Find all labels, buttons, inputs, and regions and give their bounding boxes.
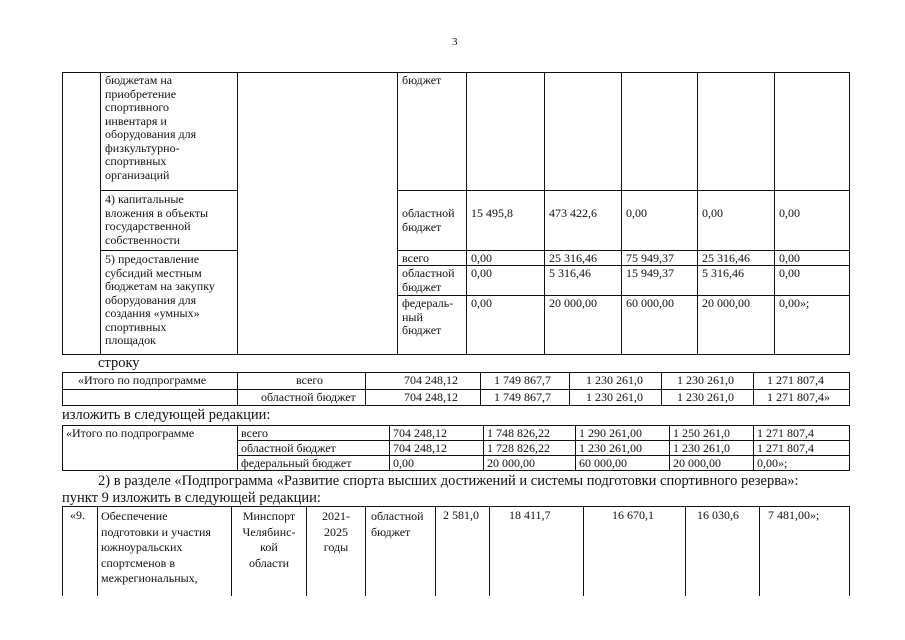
item-value: 18 411,7 bbox=[509, 508, 551, 522]
row-a-name: бюджетам на приобретение спортивного инвентаря и оборудования для физкультурно- спортивных организаций bbox=[105, 73, 197, 182]
new-total-value: 60 000,00 bbox=[579, 456, 627, 470]
row-c-value: 0,00 bbox=[779, 251, 800, 265]
row-c-value: 5 316,46 bbox=[702, 266, 744, 280]
item-value: 16 670,1 bbox=[612, 508, 654, 522]
row-c-source: всего bbox=[402, 251, 430, 265]
old-total-value: 1 230 261,0 bbox=[677, 390, 734, 404]
row-c-value: 0,00 bbox=[471, 266, 492, 280]
row-b-source: областной бюджет bbox=[402, 206, 455, 234]
new-total-title: «Итого по подпрограмме bbox=[66, 426, 195, 440]
row-c-name: 5) предоставление субсидий местным бюджетам на закупку оборудования для создания «умных» спортивных площадок bbox=[105, 252, 215, 347]
row-c-source: областной бюджет bbox=[402, 266, 455, 294]
row-c-value: 0,00 bbox=[471, 251, 492, 265]
old-total-value: 704 248,12 bbox=[404, 373, 458, 387]
row-c-value: 20 000,00 bbox=[549, 296, 597, 310]
row-c-value: 20 000,00 bbox=[702, 296, 750, 310]
item-value: 16 030,6 bbox=[697, 508, 739, 522]
row-b-value: 15 495,8 bbox=[471, 206, 513, 220]
row-b-value: 473 422,6 bbox=[549, 206, 597, 220]
new-total-value: 1 271 807,4 bbox=[757, 426, 814, 440]
new-total-value: 20 000,00 bbox=[673, 456, 721, 470]
item-years: 2021- 2025 годы bbox=[322, 509, 350, 554]
row-c-value: 5 316,46 bbox=[549, 266, 591, 280]
item-value: 2 581,0 bbox=[443, 508, 479, 522]
item-number: «9. bbox=[70, 508, 85, 522]
row-a-source: бюджет bbox=[402, 73, 442, 87]
old-total-value: 704 248,12 bbox=[404, 390, 458, 404]
old-total-value: 1 271 807,4» bbox=[767, 390, 830, 404]
item-value: 7 481,00»; bbox=[768, 508, 820, 522]
page-number: 3 bbox=[452, 36, 458, 48]
row-b-value: 0,00 bbox=[626, 206, 647, 220]
new-total-value: 1 271 807,4 bbox=[757, 441, 814, 455]
row-c-value: 25 316,46 bbox=[549, 251, 597, 265]
row-c-value: 0,00 bbox=[779, 266, 800, 280]
paragraph-line-2: пункт 9 изложить в следующей редакции: bbox=[62, 490, 321, 506]
new-total-value: 0,00 bbox=[393, 456, 414, 470]
new-total-source: всего bbox=[241, 426, 269, 440]
new-total-value: 0,00»; bbox=[757, 456, 788, 470]
text-izlozhit: изложить в следующей редакции: bbox=[62, 407, 271, 423]
row-c-value: 60 000,00 bbox=[626, 296, 674, 310]
row-c-value: 15 949,37 bbox=[626, 266, 674, 280]
item-name: Обеспечение подготовки и участия южноуральских спортсменов в межрегиональных, bbox=[101, 509, 211, 585]
new-total-value: 1 250 261,0 bbox=[673, 426, 730, 440]
row-b-value: 0,00 bbox=[779, 206, 800, 220]
old-total-value: 1 749 867,7 bbox=[494, 390, 551, 404]
old-total-source: всего bbox=[296, 373, 324, 387]
row-c-value: 0,00»; bbox=[779, 296, 810, 310]
new-total-value: 704 248,12 bbox=[393, 426, 447, 440]
row-c-value: 25 316,46 bbox=[702, 251, 750, 265]
old-total-title: «Итого по подпрограмме bbox=[78, 373, 207, 387]
new-total-source: федеральный бюджет bbox=[241, 456, 352, 470]
new-total-value: 20 000,00 bbox=[487, 456, 535, 470]
paragraph-line-1: 2) в разделе «Подпрограмма «Развитие спорта высших достижений и системы подготовки спортивного резерва»: bbox=[98, 473, 799, 489]
old-total-value: 1 230 261,0 bbox=[677, 373, 734, 387]
new-total-source: областной бюджет bbox=[241, 441, 336, 455]
row-c-source: федераль- ный бюджет bbox=[402, 296, 454, 337]
row-c-value: 0,00 bbox=[471, 296, 492, 310]
row-b-name: 4) капитальные вложения в объекты государственной собственности bbox=[105, 192, 209, 247]
item-executor: Минспорт Челябинс- кой области bbox=[242, 509, 296, 570]
row-b-value: 0,00 bbox=[702, 206, 723, 220]
new-total-value: 1 290 261,00 bbox=[579, 426, 642, 440]
old-total-value: 1 749 867,7 bbox=[494, 373, 551, 387]
new-total-value: 1 230 261,0 bbox=[673, 441, 730, 455]
new-total-value: 1 230 261,00 bbox=[579, 441, 642, 455]
old-total-source: областной бюджет bbox=[261, 390, 356, 404]
old-total-value: 1 230 261,0 bbox=[586, 390, 643, 404]
old-total-value: 1 230 261,0 bbox=[586, 373, 643, 387]
old-total-value: 1 271 807,4 bbox=[767, 373, 824, 387]
new-total-value: 1 748 826,22 bbox=[487, 426, 550, 440]
new-total-value: 1 728 826,22 bbox=[487, 441, 550, 455]
item-source: областной бюджет bbox=[371, 509, 424, 539]
text-stroku: строку bbox=[98, 355, 140, 371]
row-c-value: 75 949,37 bbox=[626, 251, 674, 265]
new-total-value: 704 248,12 bbox=[393, 441, 447, 455]
